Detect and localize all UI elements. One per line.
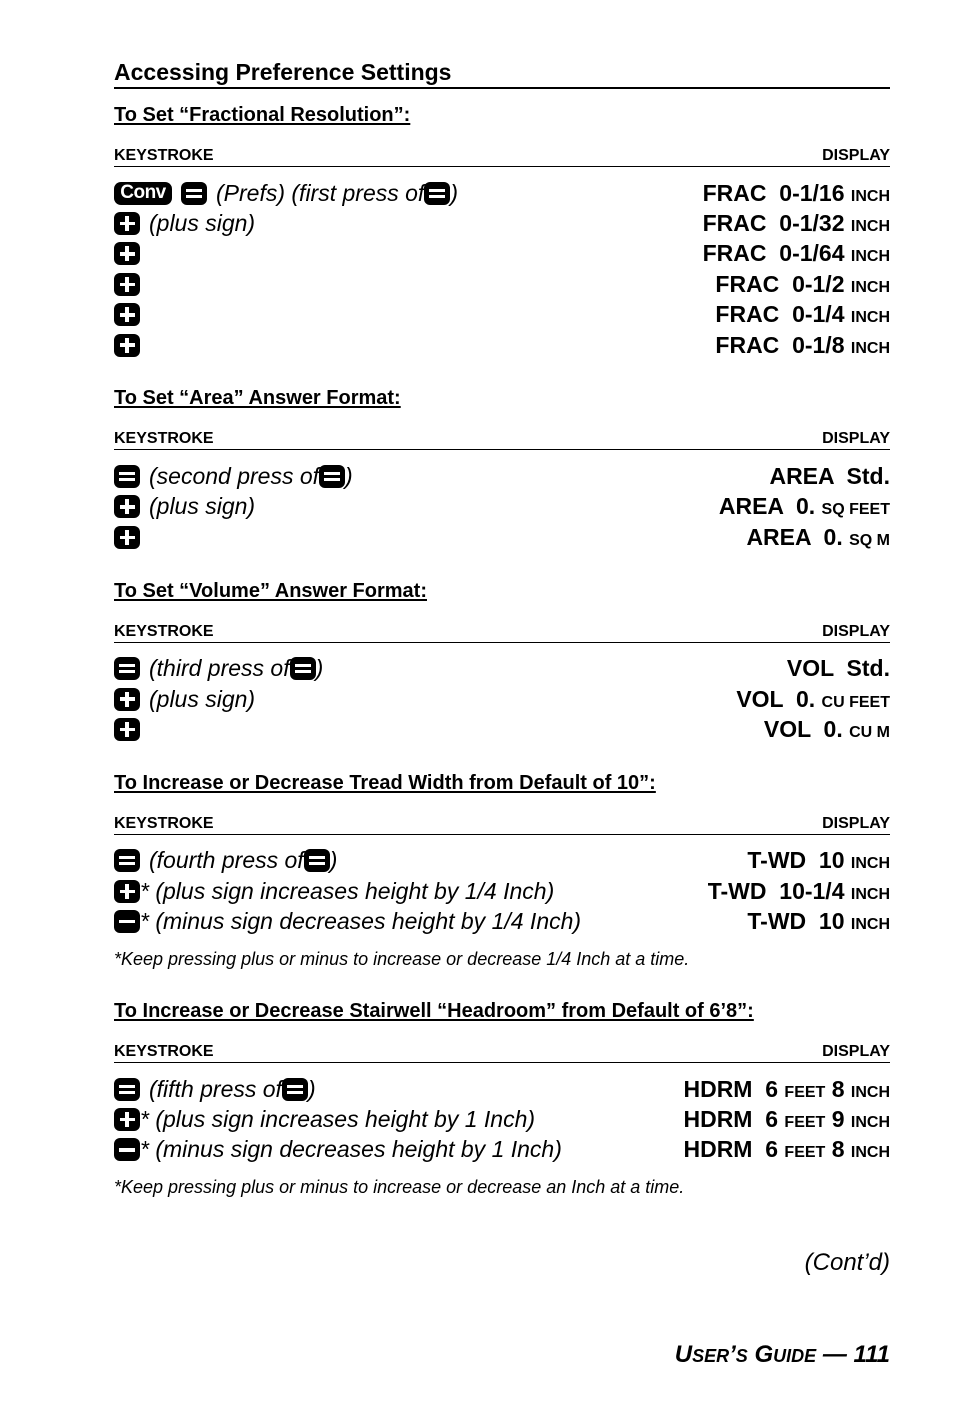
display-value: VOL Std. (786, 655, 890, 682)
table-row (114, 906, 890, 936)
table-row (114, 654, 890, 684)
keystroke: Conv (Prefs) (first press of ) (114, 180, 458, 207)
keystroke (114, 718, 140, 741)
column-header (114, 1043, 890, 1063)
equals-key-icon (282, 1078, 308, 1101)
equals-key-icon (290, 657, 316, 680)
keystroke-header: KEYSTROKE (114, 430, 214, 448)
keystroke: (fourth press of ) (114, 847, 337, 874)
display-header: DISPLAY (822, 430, 890, 448)
plus-key-icon (114, 688, 140, 711)
display-header: DISPLAY (822, 622, 890, 640)
table-row (114, 714, 890, 744)
display-header: DISPLAY (822, 1042, 890, 1060)
plus-key-icon (114, 273, 140, 296)
plus-key-icon (114, 303, 140, 326)
keystroke (114, 303, 140, 326)
page (114, 58, 890, 1198)
table-row (114, 330, 890, 360)
equals-key-icon (181, 182, 207, 205)
conv-key-icon: Conv (114, 182, 172, 205)
display-value: T-WD 10-1/4 INCH (707, 877, 890, 904)
section-title-area: To Set “Area” Answer Format: (114, 387, 401, 410)
equals-key-icon (319, 465, 345, 488)
minus-key-icon (114, 1138, 140, 1161)
keystroke: (plus sign) (114, 493, 255, 520)
minus-key-icon (114, 910, 140, 933)
plus-key-icon (114, 526, 140, 549)
keystroke (114, 334, 140, 357)
keystroke (114, 273, 140, 296)
keystroke (114, 242, 140, 265)
table-row (114, 684, 890, 714)
display-value: T-WD 10 INCH (747, 847, 890, 874)
plus-key-icon (114, 880, 140, 903)
display-value: FRAC 0-1/2 INCH (715, 270, 890, 297)
table-row (114, 1104, 890, 1134)
table-row (114, 846, 890, 876)
table-row (114, 239, 890, 269)
keystroke: (plus sign) (114, 686, 255, 713)
display-header: DISPLAY (822, 147, 890, 164)
table-row (114, 461, 890, 491)
continued-label: (Cont’d) (804, 1249, 890, 1276)
display-value: VOL 0. CU M (763, 715, 890, 742)
equals-key-icon (424, 182, 450, 205)
section-title-headroom: To Increase or Decrease Stairwell “Headroom” from Default of 6’8”: (114, 999, 754, 1022)
table-row (114, 208, 890, 238)
keystroke: (third press of ) (114, 655, 323, 682)
page-title: Accessing Preference Settings (114, 58, 890, 89)
keystroke-header: KEYSTROKE (114, 814, 214, 832)
keystroke: (plus sign) (114, 210, 255, 237)
display-value: FRAC 0-1/16 INCH (702, 179, 890, 206)
display-value: AREA Std. (769, 463, 890, 490)
equals-key-icon (304, 849, 330, 872)
column-header (114, 147, 890, 167)
table-row (114, 876, 890, 906)
keystroke: * (minus sign decreases height by 1/4 Inch) (114, 908, 581, 935)
keystroke (114, 526, 140, 549)
column-header (114, 815, 890, 835)
keystroke: (fifth press of ) (114, 1076, 316, 1103)
plus-key-icon (114, 718, 140, 741)
keystroke-header: KEYSTROKE (114, 147, 214, 164)
equals-key-icon (114, 1078, 140, 1101)
keystroke-header: KEYSTROKE (114, 1042, 214, 1060)
keystroke: * (plus sign increases height by 1/4 Inch) (114, 878, 554, 905)
table-row (114, 300, 890, 330)
plus-key-icon (114, 334, 140, 357)
footnote: *Keep pressing plus or minus to increase or decrease 1/4 Inch at a time. (114, 948, 690, 969)
column-header (114, 623, 890, 643)
column-header (114, 430, 890, 450)
display-value: HDRM 6 FEET 8 INCH (683, 1075, 890, 1102)
table-row (114, 269, 890, 299)
equals-key-icon (114, 465, 140, 488)
plus-key-icon (114, 495, 140, 518)
page-footer: USER’S GUIDE — 111 (674, 1341, 890, 1368)
plus-key-icon (114, 1108, 140, 1131)
section-title-frac: To Set “Fractional Resolution”: (114, 104, 411, 126)
equals-key-icon (114, 657, 140, 680)
display-value: AREA 0. SQ M (746, 523, 890, 550)
display-value: FRAC 0-1/4 INCH (715, 301, 890, 328)
section-title-volume: To Set “Volume” Answer Format: (114, 579, 427, 602)
display-value: FRAC 0-1/32 INCH (702, 210, 890, 237)
footnote: *Keep pressing plus or minus to increase or decrease an Inch at a time. (114, 1177, 685, 1198)
table-row (114, 178, 890, 208)
equals-key-icon (114, 849, 140, 872)
keystroke-header: KEYSTROKE (114, 622, 214, 640)
plus-key-icon (114, 212, 140, 235)
table-row (114, 1135, 890, 1165)
display-value: HDRM 6 FEET 9 INCH (683, 1105, 890, 1132)
display-header: DISPLAY (822, 814, 890, 832)
section-title-tread: To Increase or Decrease Tread Width from Default of 10”: (114, 771, 656, 794)
keystroke: * (plus sign increases height by 1 Inch) (114, 1106, 535, 1133)
display-value: T-WD 10 INCH (747, 908, 890, 935)
display-value: AREA 0. SQ FEET (718, 493, 890, 520)
table-row (114, 492, 890, 522)
plus-key-icon (114, 242, 140, 265)
display-value: HDRM 6 FEET 8 INCH (683, 1136, 890, 1163)
table-row (114, 1074, 890, 1104)
keystroke: * (minus sign decreases height by 1 Inch) (114, 1136, 562, 1163)
display-value: FRAC 0-1/8 INCH (715, 331, 890, 358)
keystroke: (second press of ) (114, 463, 353, 490)
display-value: FRAC 0-1/64 INCH (702, 240, 890, 267)
display-value: VOL 0. CU FEET (736, 685, 890, 712)
table-row (114, 522, 890, 552)
